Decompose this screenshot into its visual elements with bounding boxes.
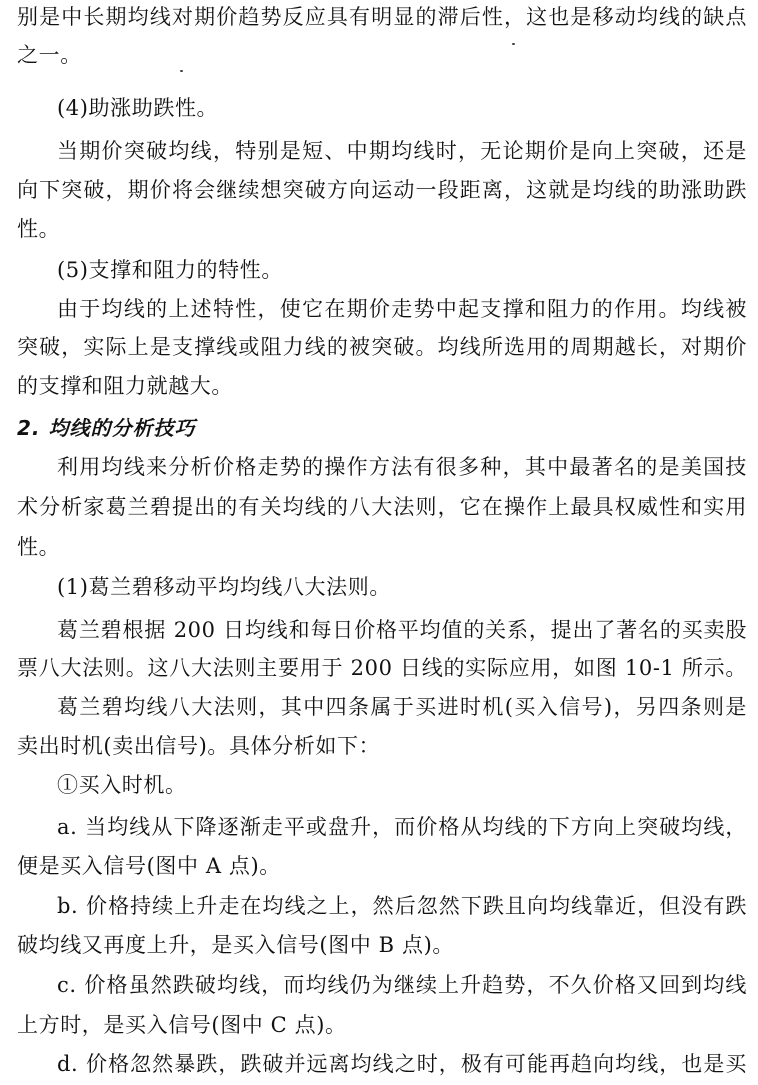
- text-line-10: 的支撑和阻力就越大。: [17, 374, 233, 398]
- text-line-5: 向下突破，期价将会继续想突破方向运动一段距离，这就是均线的助涨助跌: [17, 178, 747, 202]
- text-line-18: 葛兰碧均线八大法则，其中四条属于买进时机(买入信号)，另四条则是: [57, 695, 747, 719]
- subsection-label-1: (1)葛兰碧移动平均均线八大法则。: [57, 575, 391, 599]
- scan-speck: [180, 70, 183, 72]
- text-line-1: 别是中长期均线对期价趋势反应具有明显的滞后性，这也是移动均线的缺点: [17, 5, 747, 29]
- rule-b-line-2: 破均线又再度上升，是买入信号(图中 B 点)。: [17, 933, 454, 957]
- rule-c-line-2: 上方时，是买入信号(图中 C 点)。: [17, 1013, 347, 1037]
- text-line-19: 卖出时机(卖出信号)。具体分析如下：: [17, 734, 381, 758]
- text-line-4: 当期价突破均线，特别是短、中期均线时，无论期价是向上突破，还是: [57, 139, 747, 163]
- rule-a-line-1: a. 当均线从下降逐渐走平或盘升，而价格从均线的下方向上突破均线，: [57, 815, 747, 839]
- text-line-13: 术分析家葛兰碧提出的有关均线的八大法则，它在操作上最具权威性和实用: [17, 495, 747, 519]
- buy-timing-label: ①买入时机。: [57, 773, 187, 797]
- rule-d-line-1: d. 价格忽然暴跌，跌破并远离均线之时，极有可能再趋向均线，也是买: [57, 1052, 747, 1076]
- scan-speck: [512, 43, 515, 45]
- text-line-17: 票八大法则。这八大法则主要用于 200 日线的实际应用，如图 10-1 所示。: [17, 656, 747, 680]
- text-line-12: 利用均线来分析价格走势的操作方法有很多种，其中最著名的是美国技: [57, 455, 747, 479]
- subsection-label-5: (5)支撑和阻力的特性。: [57, 258, 283, 282]
- text-line-2: 之一。: [17, 43, 82, 67]
- rule-c-line-1: c. 价格虽然跌破均线，而均线仍为继续上升趋势，不久价格又回到均线: [57, 973, 747, 997]
- subsection-label-4: (4)助涨助跌性。: [57, 96, 219, 120]
- text-line-6: 性。: [17, 217, 61, 241]
- text-line-9: 突破，实际上是支撑线或阻力线的被突破。均线所选用的周期越长，对期价: [17, 335, 747, 359]
- text-line-14: 性。: [17, 535, 61, 559]
- rule-a-line-2: 便是买入信号(图中 A 点)。: [17, 854, 281, 878]
- text-line-16: 葛兰碧根据 200 日均线和每日价格平均值的关系，提出了著名的买卖股: [57, 618, 747, 642]
- text-line-8: 由于均线的上述特性，使它在期价走势中起支撑和阻力的作用。均线被: [57, 297, 747, 321]
- section-heading: 2. 均线的分析技巧: [17, 416, 196, 440]
- rule-b-line-1: b. 价格持续上升走在均线之上，然后忽然下跌且向均线靠近，但没有跌: [57, 894, 747, 918]
